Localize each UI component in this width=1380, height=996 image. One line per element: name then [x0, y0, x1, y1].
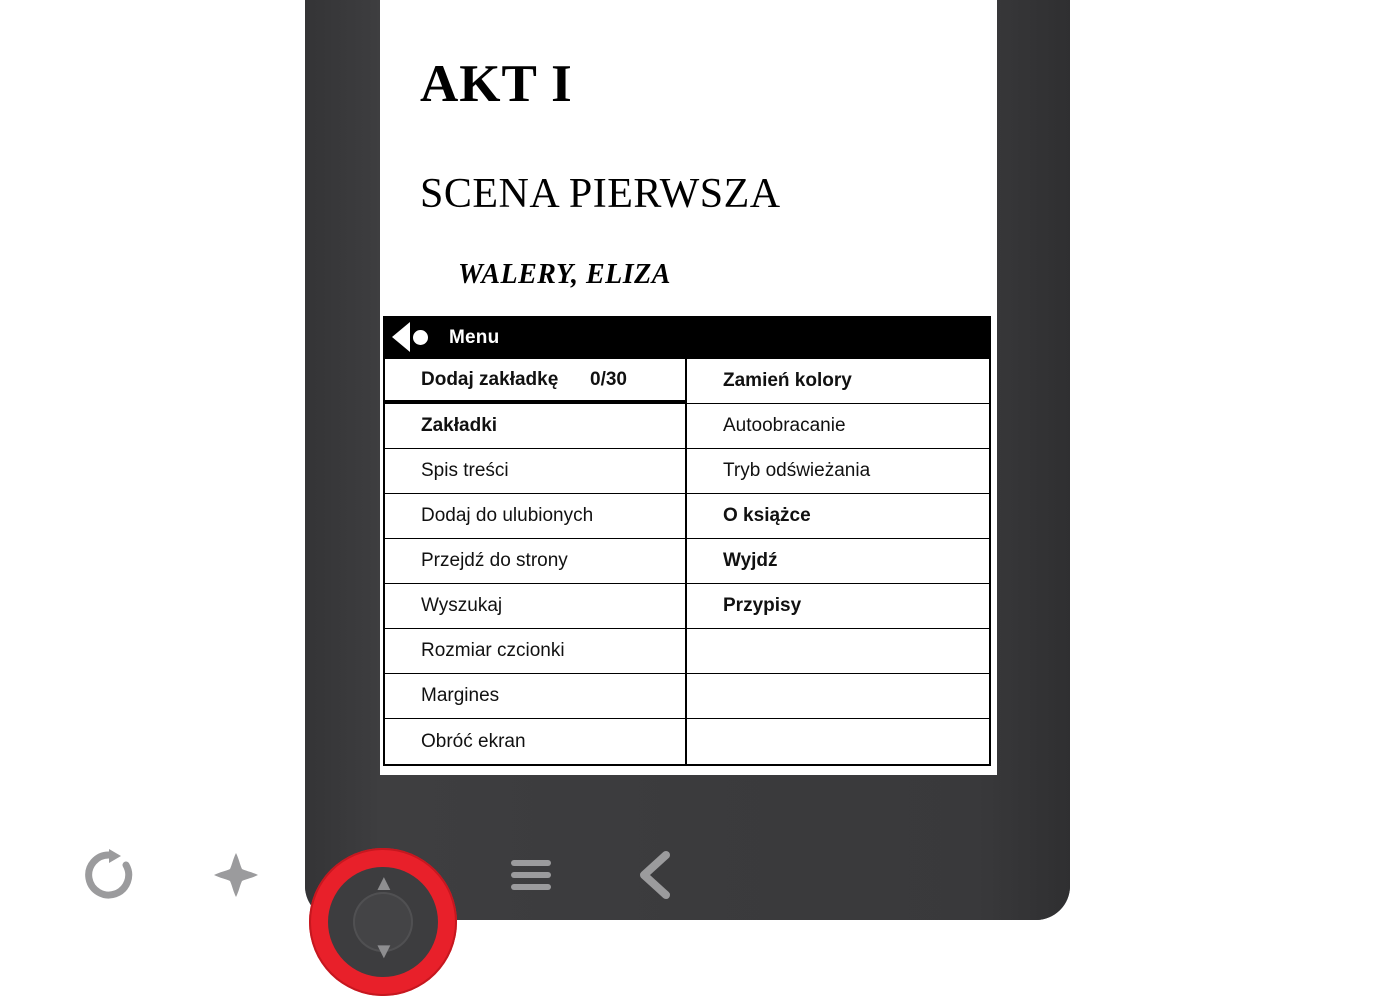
menu-item-dodaj-zakladke[interactable]	[385, 359, 685, 404]
dpad-down-icon[interactable]: ▼	[373, 938, 395, 963]
menu-title: Menu	[449, 326, 500, 348]
bookmark-counter: 0/30	[590, 368, 627, 390]
hamburger-menu-icon[interactable]	[500, 844, 562, 906]
act-title: AKT I	[420, 55, 573, 113]
menu-item-empty-2	[687, 674, 989, 719]
menu-item-label: Przypisy	[723, 595, 802, 616]
menu-item-wyszukaj[interactable]	[385, 584, 685, 629]
menu-item-przypisy[interactable]	[687, 584, 989, 629]
menu-item-tryb-odswiezania[interactable]	[687, 449, 989, 494]
dpad-up-icon[interactable]: ▲	[373, 870, 395, 895]
menu-item-rozmiar-czcionki[interactable]	[385, 629, 685, 674]
menu-item-label: O książce	[723, 505, 811, 526]
bullet-dot-icon	[413, 330, 428, 345]
menu-item-label: Przejdź do strony	[421, 550, 568, 571]
menu-item-label: Spis treści	[421, 460, 509, 481]
menu-item-label: Obróć ekran	[421, 730, 526, 752]
back-chevron-icon[interactable]	[625, 844, 687, 906]
menu-item-spis-tresci[interactable]	[385, 449, 685, 494]
menu-item-label: Rozmiar czcionki	[421, 640, 565, 661]
menu-item-label: Tryb odświeżania	[723, 460, 871, 481]
ereader-screen	[380, 0, 997, 775]
menu-item-label: Dodaj zakładkę	[421, 368, 559, 390]
book-page	[380, 0, 997, 291]
menu-header	[383, 316, 991, 359]
menu-item-o-ksiazce[interactable]	[687, 494, 989, 539]
menu-item-przejdz-do-strony[interactable]	[385, 539, 685, 584]
menu-item-label: Wyszukaj	[421, 595, 503, 616]
menu-item-label: Autoobracanie	[723, 415, 846, 436]
menu-item-zamien-kolory[interactable]	[687, 359, 989, 404]
menu-item-wyjdz[interactable]	[687, 539, 989, 584]
scene-characters: WALERY, ELIZA	[458, 259, 671, 290]
menu-item-autoobracanie[interactable]	[687, 404, 989, 449]
menu-item-label: Dodaj do ulubionych	[421, 505, 594, 526]
menu-overlay	[383, 316, 991, 766]
back-arrow-icon[interactable]	[392, 322, 410, 352]
menu-item-label: Zakładki	[421, 415, 498, 436]
menu-item-margines[interactable]	[385, 674, 685, 719]
menu-item-dodaj-do-ulubionych[interactable]	[385, 494, 685, 539]
hardware-button-row	[0, 838, 765, 963]
plus-icon[interactable]	[205, 844, 267, 906]
dpad[interactable]	[309, 848, 457, 996]
scene-title: SCENA PIERWSZA	[420, 171, 781, 217]
menu-item-zakladki[interactable]	[385, 404, 685, 449]
refresh-icon[interactable]	[78, 844, 140, 906]
menu-column-right	[687, 359, 989, 764]
menu-item-empty-3	[687, 719, 989, 764]
menu-body	[383, 359, 991, 766]
menu-item-empty-1	[687, 629, 989, 674]
menu-item-label: Wyjdź	[723, 550, 778, 571]
menu-item-obroc-ekran[interactable]	[385, 719, 685, 764]
menu-column-left	[385, 359, 687, 764]
menu-item-label: Margines	[421, 685, 500, 706]
menu-item-label: Zamień kolory	[723, 370, 852, 391]
